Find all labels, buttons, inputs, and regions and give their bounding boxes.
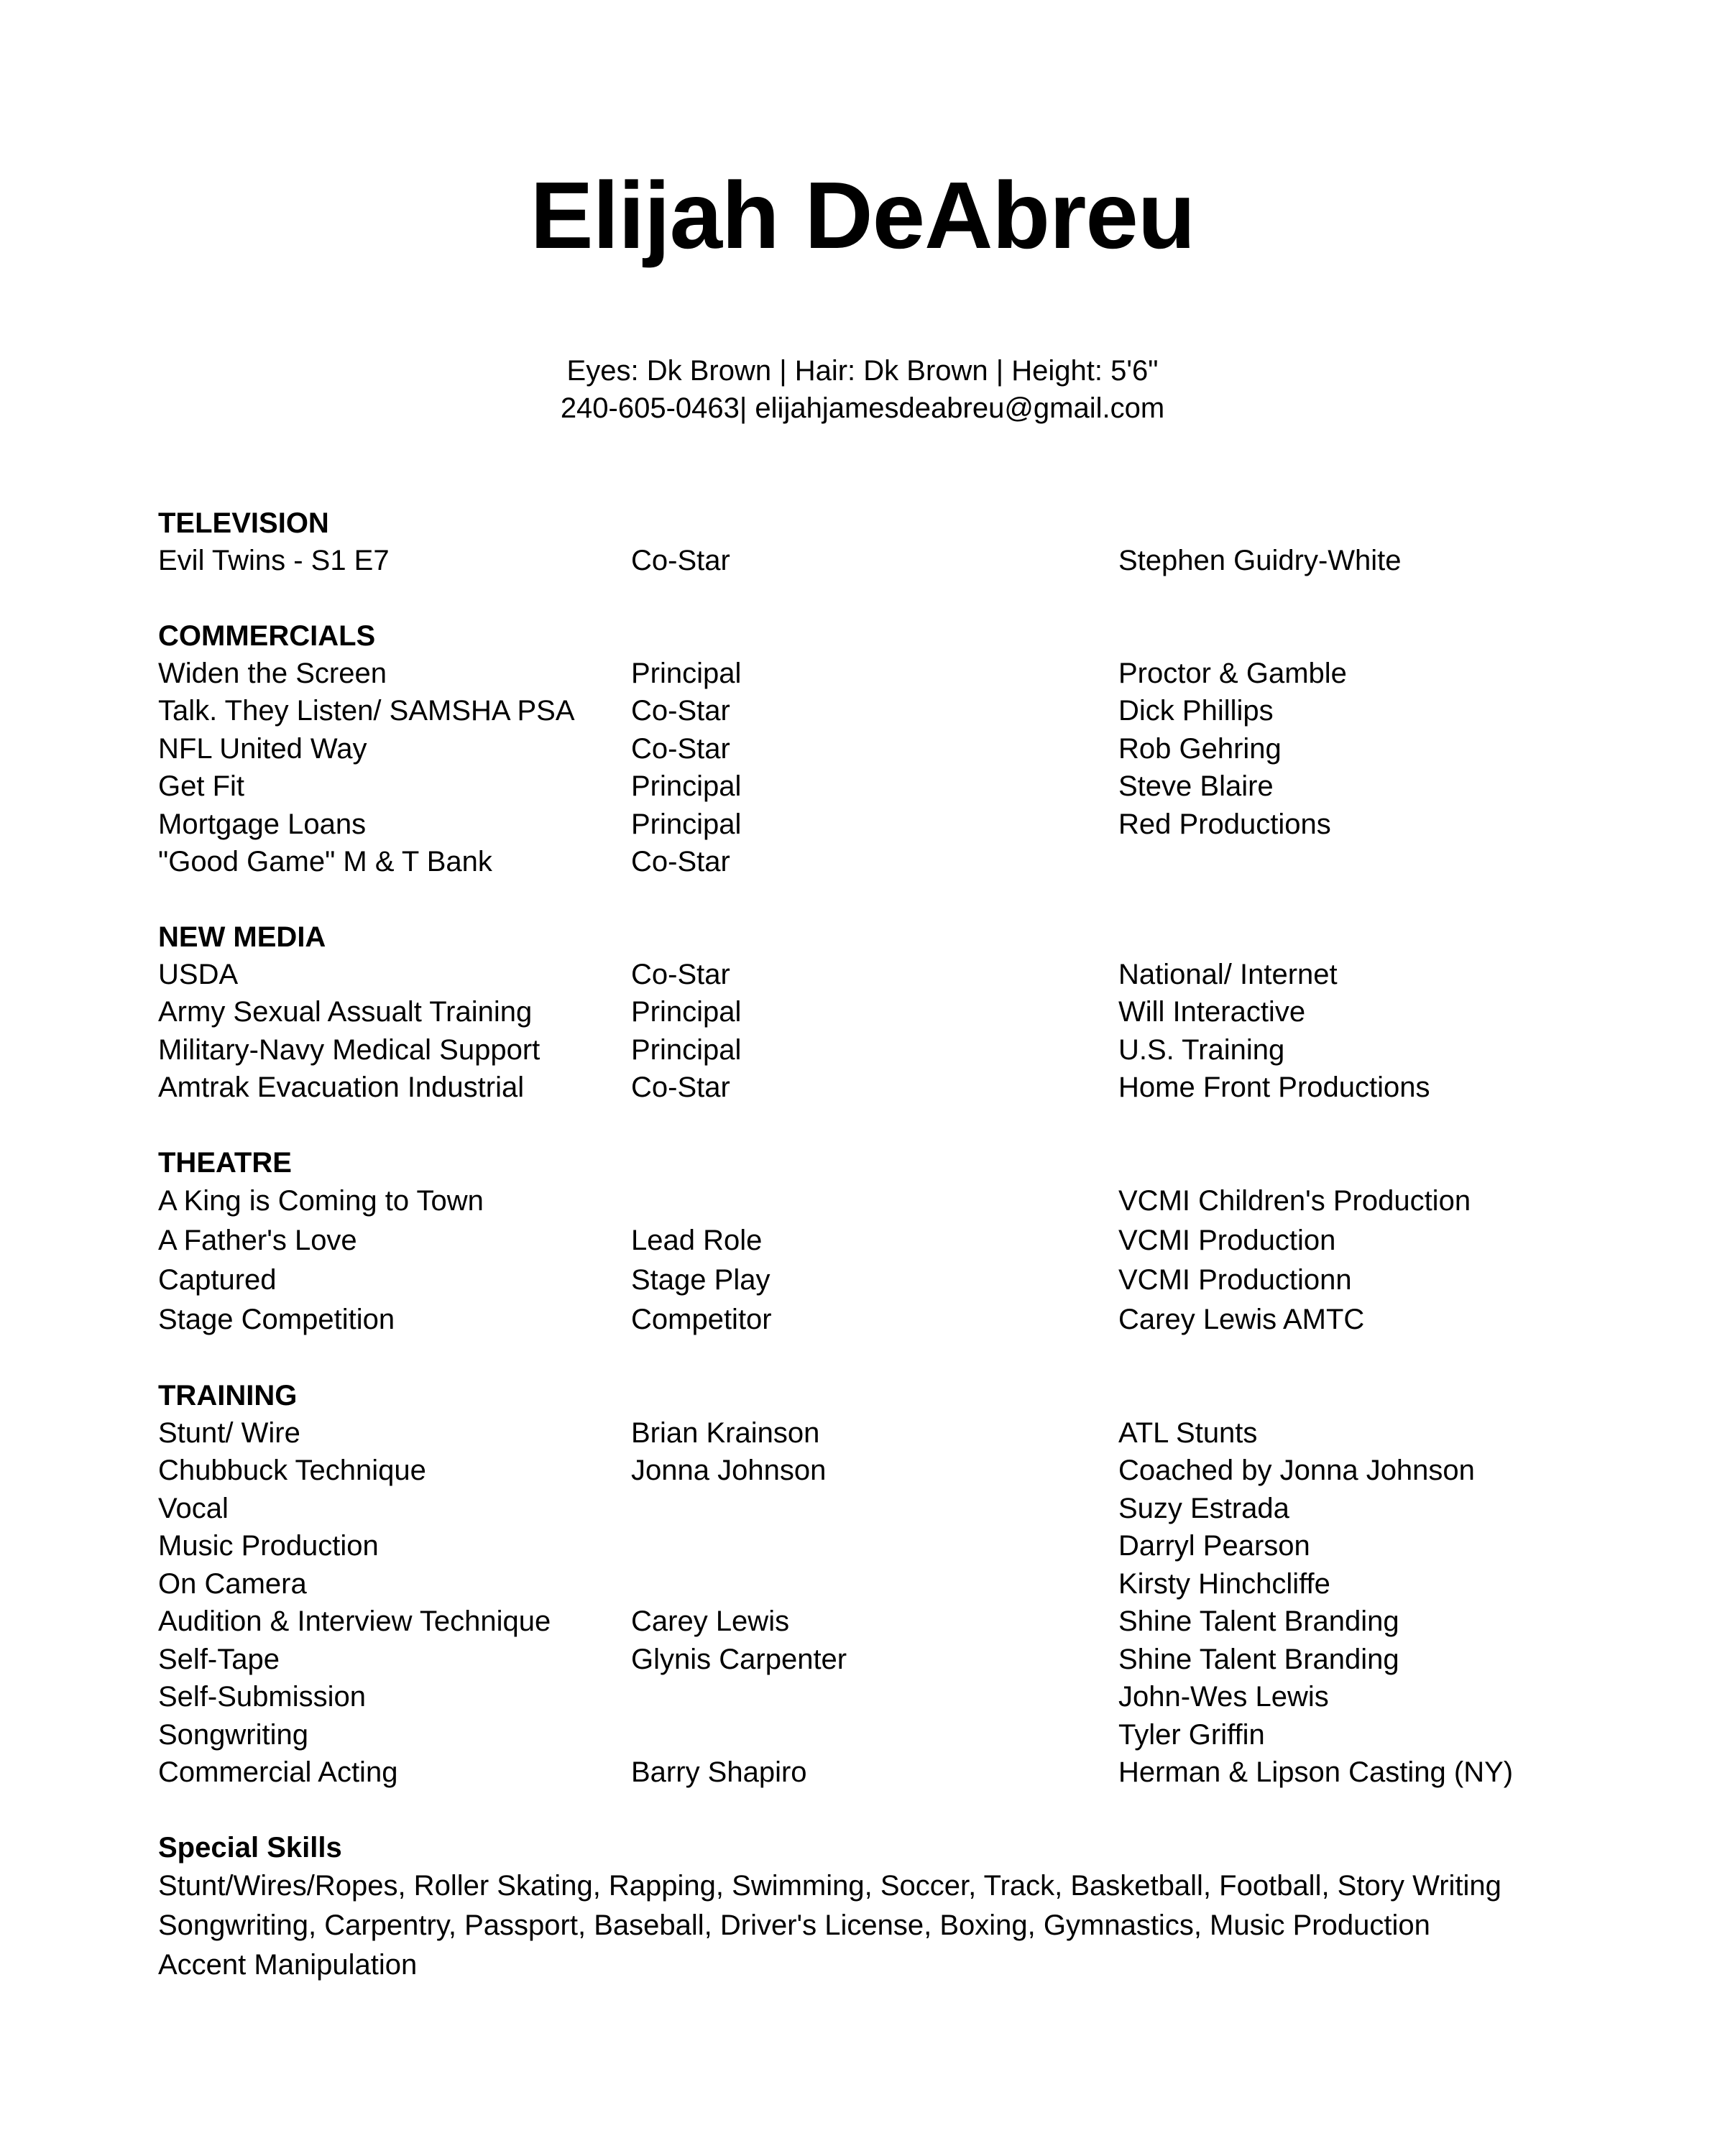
skills-line: Stunt/Wires/Ropes, Roller Skating, Rapping, Swimming, Soccer, Track, Basketball, Football, Story Writing bbox=[158, 1869, 1501, 1902]
credit-row bbox=[158, 542, 1596, 580]
credit-row bbox=[158, 1069, 1596, 1107]
credit-role: Glynis Carpenter bbox=[631, 1643, 847, 1675]
credit-role: Principal bbox=[631, 996, 742, 1028]
credit-row bbox=[158, 1565, 1596, 1603]
credit-row bbox=[158, 655, 1596, 693]
resume-content bbox=[158, 505, 1596, 2022]
credit-company: Carey Lewis AMTC bbox=[1118, 1303, 1365, 1335]
credit-row bbox=[158, 956, 1596, 994]
credit-project: Evil Twins - S1 E7 bbox=[158, 545, 390, 576]
credit-project: A King is Coming to Town bbox=[158, 1184, 484, 1217]
credit-company: Proctor & Gamble bbox=[1118, 657, 1347, 689]
credit-row bbox=[158, 1754, 1596, 1792]
credit-project: Get Fit bbox=[158, 770, 245, 802]
credit-role: Principal bbox=[631, 808, 742, 840]
section-commercials bbox=[158, 617, 1596, 881]
credit-company: VCMI Productionn bbox=[1118, 1263, 1352, 1296]
credit-row bbox=[158, 1300, 1596, 1340]
credit-project: USDA bbox=[158, 958, 239, 990]
credit-row bbox=[158, 1414, 1596, 1452]
credit-role: Co-Star bbox=[631, 545, 730, 576]
credit-company: Dick Phillips bbox=[1118, 695, 1274, 727]
credit-list bbox=[158, 1414, 1596, 1792]
credit-project: Stage Competition bbox=[158, 1303, 395, 1335]
credit-company: ATL Stunts bbox=[1118, 1416, 1258, 1449]
credit-project: On Camera bbox=[158, 1567, 307, 1600]
section-title: TELEVISION bbox=[158, 507, 329, 539]
section-title: COMMERCIALS bbox=[158, 619, 376, 652]
credit-row bbox=[158, 1181, 1596, 1221]
credit-company: Shine Talent Branding bbox=[1118, 1643, 1399, 1675]
credit-company: Tyler Griffin bbox=[1118, 1718, 1265, 1751]
section-title: NEW MEDIA bbox=[158, 921, 326, 953]
credit-company: Shine Talent Branding bbox=[1118, 1606, 1399, 1637]
credit-company: VCMI Production bbox=[1118, 1224, 1336, 1256]
section-new-media bbox=[158, 918, 1596, 1107]
credit-company: Coached by Jonna Johnson bbox=[1118, 1455, 1475, 1486]
credit-row bbox=[158, 1641, 1596, 1679]
credit-project: Commercial Acting bbox=[158, 1756, 398, 1788]
credit-company: Darryl Pearson bbox=[1118, 1530, 1310, 1562]
credit-list bbox=[158, 542, 1596, 580]
contact-block bbox=[0, 352, 1725, 427]
skills-line: Accent Manipulation bbox=[158, 1948, 418, 1981]
credit-company: Herman & Lipson Casting (NY) bbox=[1118, 1756, 1514, 1788]
skills-line: Songwriting, Carpentry, Passport, Baseball, Driver's License, Boxing, Gymnastics, Music Production bbox=[158, 1909, 1430, 1941]
credit-project: "Good Game" M & T Bank bbox=[158, 846, 492, 877]
section-title: TRAINING bbox=[158, 1379, 298, 1411]
credit-list bbox=[158, 1181, 1596, 1340]
credit-row bbox=[158, 1221, 1596, 1261]
credit-row bbox=[158, 843, 1596, 881]
credit-role: Lead Role bbox=[631, 1224, 763, 1256]
credit-row bbox=[158, 1031, 1596, 1069]
section-television bbox=[158, 505, 1596, 580]
section-title: Special Skills bbox=[158, 1831, 342, 1864]
credit-company: VCMI Children's Production bbox=[1118, 1184, 1471, 1217]
credit-row bbox=[158, 993, 1596, 1031]
credit-project: Widen the Screen bbox=[158, 657, 387, 689]
section-training bbox=[158, 1377, 1596, 1792]
credit-row bbox=[158, 1603, 1596, 1641]
credit-role: Co-Star bbox=[631, 695, 730, 727]
credit-company: Stephen Guidry-White bbox=[1118, 545, 1402, 576]
credit-role: Principal bbox=[631, 657, 742, 689]
credit-company: Red Productions bbox=[1118, 808, 1331, 840]
credit-project: Self-Tape bbox=[158, 1643, 280, 1675]
credit-row bbox=[158, 1678, 1596, 1716]
credit-project: Military-Navy Medical Support bbox=[158, 1033, 540, 1066]
credit-project: Music Production bbox=[158, 1530, 379, 1562]
credit-project: A Father's Love bbox=[158, 1224, 357, 1256]
credit-project: Captured bbox=[158, 1263, 277, 1296]
credit-company: John-Wes Lewis bbox=[1118, 1681, 1329, 1713]
credit-role: Co-Star bbox=[631, 732, 730, 765]
credit-role: Stage Play bbox=[631, 1263, 770, 1296]
credit-project: NFL United Way bbox=[158, 732, 367, 765]
credit-list bbox=[158, 655, 1596, 881]
physical-attributes: Eyes: Dk Brown | Hair: Dk Brown | Height: 5'6" bbox=[566, 355, 1159, 387]
credit-project: Audition & Interview Technique bbox=[158, 1606, 551, 1637]
credit-role: Co-Star bbox=[631, 1072, 730, 1103]
credit-list bbox=[158, 956, 1596, 1107]
credit-role: Principal bbox=[631, 770, 742, 802]
credit-project: Songwriting bbox=[158, 1718, 309, 1751]
credit-company: National/ Internet bbox=[1118, 958, 1338, 990]
credit-project: Stunt/ Wire bbox=[158, 1416, 300, 1449]
credit-company: Steve Blaire bbox=[1118, 770, 1274, 802]
credit-row bbox=[158, 730, 1596, 768]
credit-row bbox=[158, 1527, 1596, 1565]
credit-role: Co-Star bbox=[631, 846, 730, 877]
section-title: THEATRE bbox=[158, 1146, 292, 1179]
contact-info: 240-605-0463| elijahjamesdeabreu@gmail.com bbox=[560, 392, 1165, 424]
credit-company: Home Front Productions bbox=[1118, 1072, 1430, 1103]
credit-project: Vocal bbox=[158, 1492, 229, 1524]
credit-role: Principal bbox=[631, 1033, 742, 1066]
credit-project: Army Sexual Assualt Training bbox=[158, 996, 533, 1028]
credit-role: Barry Shapiro bbox=[631, 1756, 807, 1788]
credit-project: Chubbuck Technique bbox=[158, 1455, 426, 1486]
credit-role: Brian Krainson bbox=[631, 1416, 820, 1449]
credit-role: Co-Star bbox=[631, 958, 730, 990]
credit-row bbox=[158, 1261, 1596, 1300]
credit-project: Mortgage Loans bbox=[158, 808, 367, 840]
credit-row bbox=[158, 1716, 1596, 1754]
credit-role: Jonna Johnson bbox=[631, 1455, 827, 1486]
credit-row bbox=[158, 692, 1596, 730]
credit-company: Will Interactive bbox=[1118, 996, 1306, 1028]
credit-project: Self-Submission bbox=[158, 1681, 367, 1713]
credit-company: Kirsty Hinchcliffe bbox=[1118, 1567, 1330, 1600]
credit-row bbox=[158, 1452, 1596, 1490]
section-theatre bbox=[158, 1144, 1596, 1340]
credit-role: Carey Lewis bbox=[631, 1606, 790, 1637]
credit-row bbox=[158, 768, 1596, 806]
credit-project: Amtrak Evacuation Industrial bbox=[158, 1072, 525, 1103]
credit-company: U.S. Training bbox=[1118, 1033, 1285, 1066]
credit-role: Competitor bbox=[631, 1303, 772, 1335]
section-special-skills bbox=[158, 1829, 1596, 1985]
credit-company: Suzy Estrada bbox=[1118, 1492, 1289, 1524]
page-title: Elijah DeAbreu bbox=[530, 162, 1195, 268]
credit-row bbox=[158, 1490, 1596, 1528]
credit-project: Talk. They Listen/ SAMSHA PSA bbox=[158, 695, 575, 727]
credit-row bbox=[158, 806, 1596, 844]
credit-company: Rob Gehring bbox=[1118, 732, 1282, 765]
